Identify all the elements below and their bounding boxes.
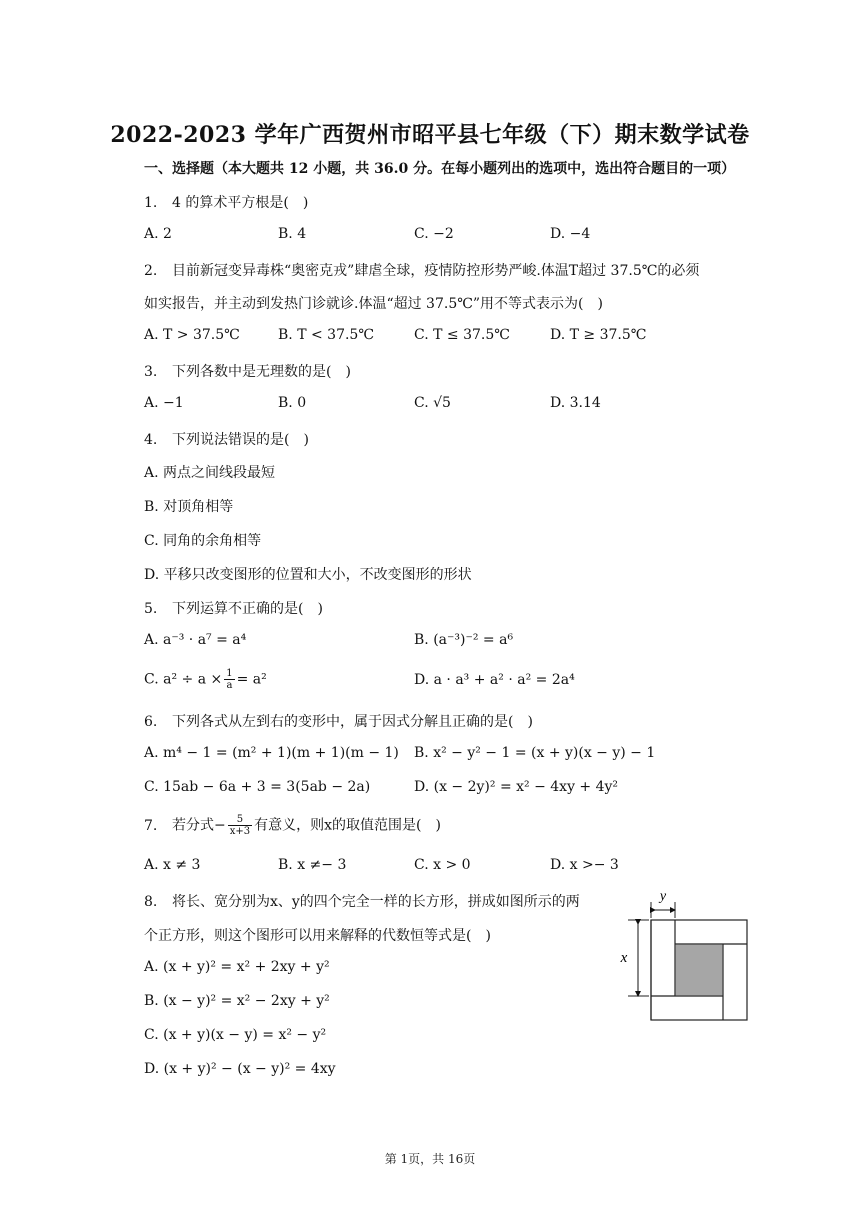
question-stem-line-1: 目前新冠变异毒株“奥密克戎”肆虐全球，疫情防控形势严峻.体温T超过 37.5℃的必须 [172, 263, 700, 279]
option-b: B. 对顶角相等 [144, 499, 234, 515]
option-c: C. 15ab − 6a + 3 = 3(5ab − 2a) [144, 779, 371, 795]
question-stem-line-1: 将长、宽分别为x、y的四个完全一样的长方形，拼成如图所示的两 [172, 894, 580, 910]
fraction [224, 668, 234, 691]
question-6-options-row-2 [144, 779, 704, 801]
question-6-options-row-1 [144, 745, 704, 767]
option-c: C. (x + y)(x − y) = x² − y² [144, 1027, 327, 1043]
question-1-options [144, 226, 704, 248]
question-stem-suffix: 有意义，则x的取值范围是( ) [254, 817, 441, 834]
question-7 [144, 814, 441, 837]
page-footer: 第 1页，共 16页 [384, 1152, 476, 1166]
option-d: D. x >− 3 [550, 857, 619, 873]
question-5-options-row-1 [144, 632, 704, 654]
option-c [144, 668, 267, 691]
option-b: B. 4 [278, 226, 307, 242]
option-c: C. 同角的余角相等 [144, 533, 262, 549]
label-y: y [659, 889, 667, 904]
option-b: B. (x − y)² = x² − 2xy + y² [144, 993, 330, 1009]
option-a: A. x ≠ 3 [144, 857, 201, 873]
question-3-options [144, 395, 704, 417]
question-1 [144, 192, 308, 212]
option-a: A. −1 [144, 395, 184, 411]
option-c: C. x > 0 [414, 857, 471, 873]
option-a: A. a⁻³ · a⁷ = a⁴ [144, 632, 247, 648]
question-stem: 下列运算不正确的是( ) [172, 601, 323, 617]
option-d: D. 3.14 [550, 395, 601, 411]
question-stem: 4 的算术平方根是( ) [172, 195, 309, 211]
question-number: 8. [144, 894, 158, 910]
question-stem: 下列各式从左到右的变形中，属于因式分解且正确的是( ) [172, 714, 533, 730]
fraction-denominator: a [226, 680, 233, 691]
option-d: D. a · a³ + a² · a² = 2a⁴ [414, 672, 575, 688]
option-b: B. x ≠− 3 [278, 857, 347, 873]
question-stem-line-2: 个正方形，则这个图形可以用来解释的代数恒等式是( ) [144, 928, 491, 944]
fraction-numerator: 5 [228, 814, 252, 826]
question-5-options-row-2 [144, 668, 704, 694]
option-b: B. (a⁻³)⁻² = a⁶ [414, 632, 514, 648]
question-6 [144, 711, 533, 731]
option-a: A. 2 [144, 226, 172, 242]
question-2-options [144, 327, 704, 349]
question-stem-prefix: 若分式− [172, 817, 226, 834]
option-b: B. 0 [278, 395, 307, 411]
question-3 [144, 361, 351, 381]
question-number: 1. [144, 195, 158, 211]
option-a: A. T > 37.5℃ [144, 327, 240, 343]
option-d: D. T ≥ 37.5℃ [550, 327, 647, 343]
fraction-denominator: x+3 [229, 826, 251, 837]
option-c: C. T ≤ 37.5℃ [414, 327, 510, 343]
fraction-numerator: 1 [226, 668, 233, 679]
inner-shaded-square [675, 944, 723, 996]
question-number: 6. [144, 714, 158, 730]
question-8 [144, 891, 580, 911]
option-d: D. (x + y)² − (x − y)² = 4xy [144, 1061, 336, 1077]
question-number: 4. [144, 432, 158, 448]
question-number: 5. [144, 601, 158, 617]
option-a: A. m⁴ − 1 = (m² + 1)(m + 1)(m − 1) [144, 745, 399, 761]
option-a: A. (x + y)² = x² + 2xy + y² [144, 959, 330, 975]
label-x: x [620, 950, 628, 966]
fraction [228, 814, 252, 837]
option-b: B. T < 37.5℃ [278, 327, 374, 343]
option-b: B. x² − y² − 1 = (x + y)(x − y) − 1 [414, 745, 656, 761]
question-stem: 下列各数中是无理数的是( ) [172, 364, 351, 380]
section-heading: 一、选择题（本大题共 12 小题，共 36.0 分。在每小题列出的选项中，选出符合题目的一项） [144, 161, 736, 177]
question-stem-line-2: 如实报告，并主动到发热门诊就诊.体温“超过 37.5℃”用不等式表示为( ) [144, 296, 603, 312]
exam-title: 2022-2023 学年广西贺州市昭平县七年级（下）期末数学试卷 [110, 122, 750, 148]
option-d: D. −4 [550, 226, 591, 242]
option-c: C. −2 [414, 226, 454, 242]
question-number: 7. [144, 817, 158, 834]
question-7-options [144, 857, 704, 879]
option-c: C. √5 [414, 395, 451, 411]
question-stem: 下列说法错误的是( ) [172, 432, 309, 448]
squares-figure [612, 888, 762, 1028]
question-number: 2. [144, 263, 158, 279]
option-c-suffix: = a² [236, 671, 267, 688]
option-a: A. 两点之间线段最短 [144, 465, 276, 481]
option-c-prefix: C. a² ÷ a × [144, 671, 223, 688]
question-2 [144, 260, 699, 280]
option-d: D. (x − 2y)² = x² − 4xy + 4y² [414, 779, 619, 795]
option-d: D. 平移只改变图形的位置和大小，不改变图形的形状 [144, 567, 472, 583]
question-4 [144, 429, 309, 449]
question-number: 3. [144, 364, 158, 380]
question-5 [144, 598, 323, 618]
